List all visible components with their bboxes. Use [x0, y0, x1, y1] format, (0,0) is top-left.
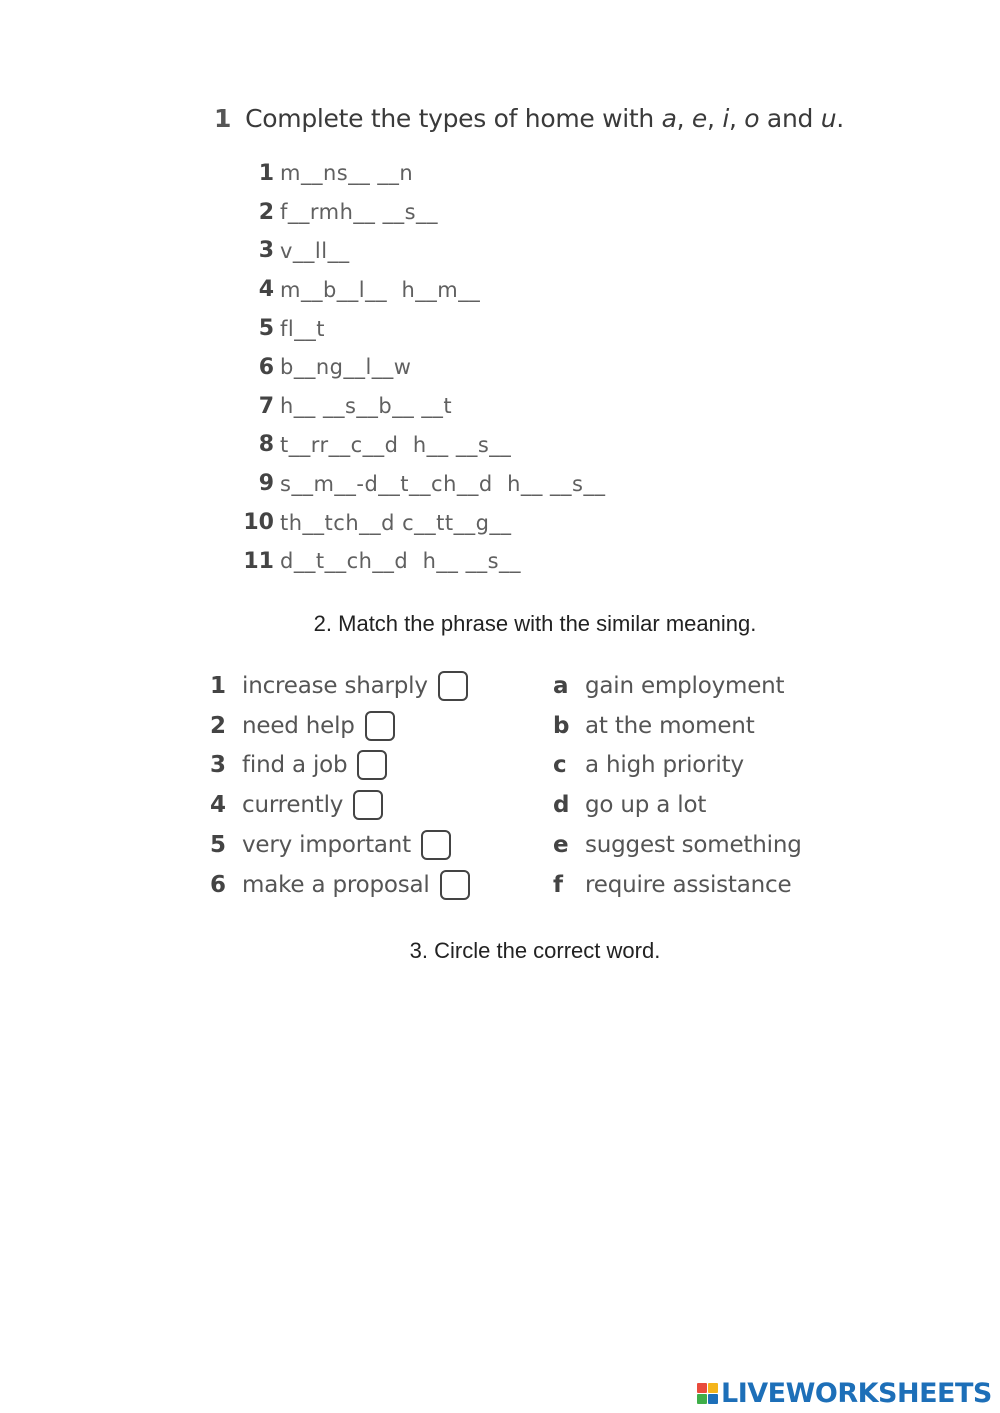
answer-box[interactable] — [421, 830, 451, 860]
match-right-column — [553, 666, 802, 905]
answer-box[interactable] — [357, 750, 387, 780]
logo-tile-blue — [708, 1394, 718, 1404]
item-number: 4 — [258, 277, 274, 303]
exercise-2-heading: 2. Match the phrase with the similar meaning. — [313, 611, 757, 636]
phrase-number: 1 — [210, 672, 227, 699]
match-right-row — [553, 706, 802, 746]
gapped-word[interactable]: v__ll__ — [280, 238, 350, 263]
match-left-row — [210, 825, 470, 865]
gapped-word[interactable]: m__b__l__ h__m__ — [280, 277, 481, 302]
phrase-text: need help — [242, 712, 355, 739]
vowel-e: e — [691, 104, 708, 133]
gapped-word[interactable]: th__tch__d c__tt__g__ — [280, 510, 512, 535]
exercise-1-item[interactable] — [240, 426, 606, 465]
heading-and: and — [766, 104, 814, 133]
match-right-row — [553, 825, 802, 865]
meaning-text: suggest something — [585, 832, 802, 859]
meaning-text: at the moment — [585, 712, 755, 739]
item-number: 7 — [258, 393, 274, 419]
item-number: 5 — [258, 316, 274, 342]
phrase-number: 6 — [210, 871, 227, 898]
exercise-1-heading-text: Complete the types of home with — [245, 104, 662, 133]
match-left-row — [210, 706, 470, 746]
liveworksheets-logo — [697, 1378, 992, 1409]
answer-box[interactable] — [440, 870, 470, 900]
match-left-column — [210, 666, 470, 905]
match-left-row — [210, 746, 470, 786]
item-number: 1 — [258, 160, 274, 186]
exercise-1-item[interactable] — [240, 503, 606, 542]
gapped-word[interactable]: fl__t — [280, 316, 325, 341]
logo-text: LIVEWORKSHEETS — [721, 1378, 992, 1409]
meaning-text: gain employment — [585, 672, 785, 699]
phrase-text: find a job — [242, 752, 348, 779]
meaning-letter: e — [553, 832, 569, 859]
vowel-a: a — [661, 104, 677, 133]
exercise-1-item[interactable] — [240, 542, 606, 581]
exercise-1-item[interactable] — [240, 387, 606, 426]
phrase-number: 2 — [210, 712, 227, 739]
exercise-1-item[interactable] — [240, 309, 606, 348]
exercise-1-item[interactable] — [240, 348, 606, 387]
exercise-1-item[interactable] — [240, 270, 606, 309]
logo-tile-red — [697, 1383, 707, 1393]
exercise-1-item[interactable] — [240, 154, 606, 193]
answer-box[interactable] — [438, 671, 468, 701]
answer-box[interactable] — [365, 711, 395, 741]
item-number: 9 — [258, 471, 274, 497]
gapped-word[interactable]: t__rr__c__d h__ __s__ — [280, 432, 512, 457]
logo-mark-icon — [697, 1383, 718, 1404]
gapped-word[interactable]: d__t__ch__d h__ __s__ — [280, 549, 522, 574]
meaning-letter: a — [553, 672, 569, 699]
gapped-word[interactable]: s__m__-d__t__ch__d h__ __s__ — [280, 471, 606, 496]
match-right-row — [553, 865, 802, 905]
meaning-letter: c — [553, 752, 567, 779]
exercise-1-item[interactable] — [240, 464, 606, 503]
meaning-text: require assistance — [585, 871, 792, 898]
match-left-row — [210, 666, 470, 706]
exercise-1-item[interactable] — [240, 193, 606, 232]
phrase-text: very important — [242, 832, 411, 859]
phrase-text: increase sharply — [242, 672, 428, 699]
gapped-word[interactable]: m__ns__ __n — [280, 161, 414, 186]
vowel-u: u — [820, 104, 837, 133]
gapped-word[interactable]: f__rmh__ __s__ — [280, 200, 439, 225]
item-number: 8 — [258, 432, 274, 458]
gapped-word[interactable]: b__ng__l__w — [280, 355, 412, 380]
phrase-text: currently — [242, 792, 344, 819]
item-number: 2 — [258, 199, 274, 225]
logo-tile-yellow — [708, 1383, 718, 1393]
match-left-row — [210, 865, 470, 905]
exercise-3-heading: 3. Circle the correct word. — [409, 938, 661, 963]
match-right-row — [553, 785, 802, 825]
phrase-number: 4 — [210, 792, 227, 819]
exercise-1-heading: 1 Complete the types of home with a, e, i, o and u. — [214, 104, 844, 133]
meaning-letter: d — [553, 792, 570, 819]
vowel-o: o — [744, 104, 760, 133]
exercise-1-number: 1 — [214, 104, 232, 133]
logo-tile-green — [697, 1394, 707, 1404]
meaning-letter: b — [553, 712, 570, 739]
match-right-row — [553, 666, 802, 706]
phrase-number: 3 — [210, 752, 227, 779]
meaning-text: go up a lot — [585, 792, 707, 819]
phrase-text: make a proposal — [242, 871, 430, 898]
item-number: 11 — [243, 548, 274, 574]
match-left-row — [210, 785, 470, 825]
match-right-row — [553, 746, 802, 786]
item-number: 3 — [258, 238, 274, 264]
item-number: 6 — [258, 354, 274, 380]
meaning-letter: f — [553, 871, 564, 898]
exercise-1-list — [240, 154, 606, 581]
answer-box[interactable] — [353, 790, 383, 820]
meaning-text: a high priority — [585, 752, 744, 779]
vowel-i: i — [722, 104, 729, 133]
item-number: 10 — [243, 510, 274, 536]
exercise-1-item[interactable] — [240, 232, 606, 271]
phrase-number: 5 — [210, 832, 227, 859]
gapped-word[interactable]: h__ __s__b__ __t — [280, 394, 453, 419]
